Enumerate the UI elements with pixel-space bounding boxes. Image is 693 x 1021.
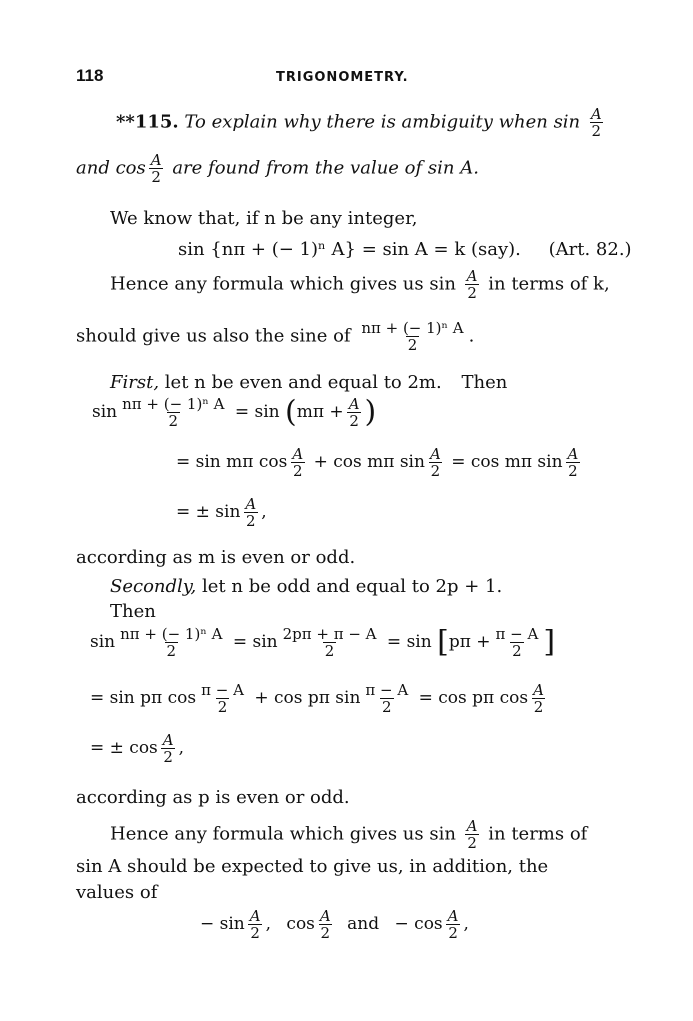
identity-equation: sin {nπ + (− 1)ⁿ A} = sin A = k (say). (Art. 82.) [178, 239, 632, 260]
article-heading [116, 106, 607, 139]
paragraph-first: First, let n be even and equal to 2m. Then [110, 372, 508, 393]
article-reference: (Art. 82.) [548, 239, 632, 260]
article-number: **115. [116, 111, 179, 133]
then-2: Then [110, 601, 156, 622]
article-heading-line2: and cos $\frac{A}{2}$ are found from the value of sin A. [76, 151, 479, 186]
equation-first-3: = ± sin $\frac{A}{2}$ , [176, 495, 267, 530]
equation-second-2: = sin pπ cos $\frac{\pi - A}{2}$ + cos pπ sin $\frac{\pi - A}{2}$ = cos pπ cos $\frac{A}{2}$ [90, 681, 544, 716]
equation-second-1: sin $\frac{\text{nπ + (− 1)ⁿ A}}{2}$ = sin $\frac{2p\pi + \pi - A}{2}$ = sin [pπ + $\frac{\pi - A}{2}$ ] [90, 624, 556, 660]
paragraph-we-know: We know that, if n be any integer, [110, 208, 418, 229]
fraction-A-over-2: $\frac{A}{2}$ [466, 817, 478, 852]
fraction-A-over-2: $\frac{A}{2}$ [590, 105, 602, 140]
paragraph-secondly: Secondly, let n be odd and equal to 2p + 1. [110, 576, 503, 597]
article-title-line1: To explain why there is ambiguity when sin [184, 111, 581, 133]
paragraph-values-of: values of [76, 882, 158, 903]
fraction-npi-over-2: $\frac{\text{nπ + (− 1)ⁿ A}}{2}$ [361, 319, 464, 354]
paragraph-should-2: sin A should be expected to give us, in addition, the [76, 856, 549, 877]
equation-first-2: = sin mπ cos $\frac{A}{2}$ + cos mπ sin $\frac{A}{2}$ = cos mπ sin $\frac{A}{2}$ [176, 445, 579, 480]
paragraph-according-1: according as m is even or odd. [76, 547, 356, 568]
paragraph-according-2: according as p is even or odd. [76, 787, 350, 808]
page-number: 118 [76, 66, 104, 85]
paragraph-should-1: should give us also the sine of $\frac{\text{nπ + (− 1)ⁿ A}}{2}$ . [76, 319, 475, 354]
equation-values: − sin $\frac{A}{2}$ , cos $\frac{A}{2}$ and − cos $\frac{A}{2}$ , [200, 907, 469, 942]
fraction-A-over-2: $\frac{A}{2}$ [150, 151, 162, 186]
running-title: TRIGONOMETRY. [276, 70, 409, 85]
paragraph-hence-1: Hence any formula which gives us sin $\frac{A}{2}$ in terms of k, [110, 267, 610, 302]
equation-second-3: = ± cos $\frac{A}{2}$ , [90, 731, 185, 766]
article-title-line2: are found from the value of sin A. [172, 157, 479, 179]
equation-first-1: sin $\frac{\text{nπ + (− 1)ⁿ A}}{2}$ = sin (mπ + $\frac{A}{2}$ ) [92, 394, 377, 430]
fraction-A-over-2: $\frac{A}{2}$ [466, 267, 478, 302]
paragraph-hence-2: Hence any formula which gives us sin $\frac{A}{2}$ in terms of [110, 817, 588, 852]
